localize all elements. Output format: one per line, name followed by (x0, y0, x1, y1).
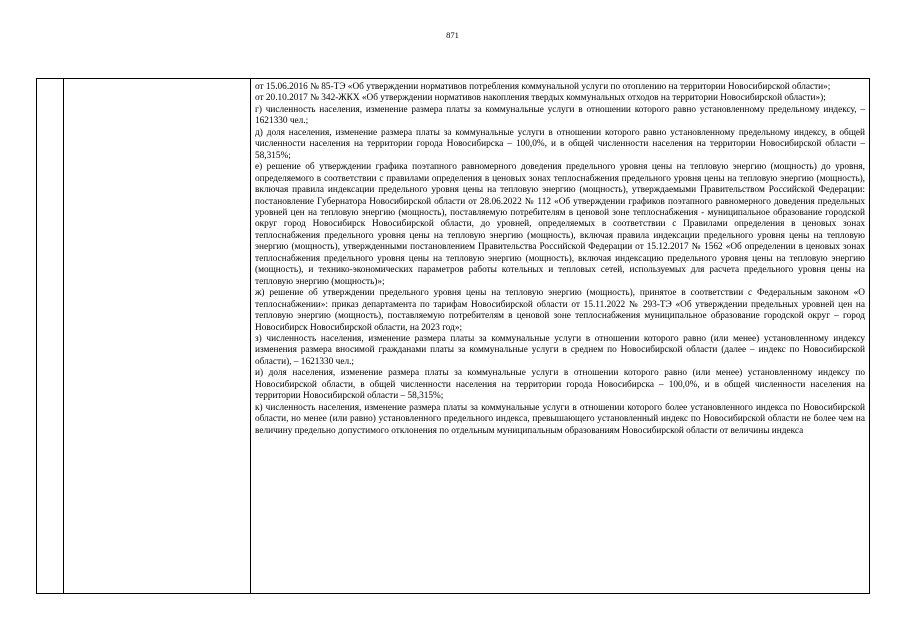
paragraph-g-population: г) численность населения, изменение размера платы за коммунальные услуги в отношении которого равно установленному предельному индексу, – 1621330 чел.; (255, 104, 865, 127)
page-number: 871 (446, 30, 459, 40)
paragraph-zh-price-level-decision: ж) решение об утверждении предельного уровня цены на тепловую энергию (мощность), принятое в соответствии с Федеральным законом «О теплоснабжении»: приказ департамента по тарифам Новосибирской области от 15.11.2022 № 293-ТЭ «Об утверждении предельных уровней цен на тепловую энергию (мощность), поставляемую потребителям в ценовой зоне теплоснабжения муниципальное образование городской округ – город Новосибирск Новосибирской области, на 2023 год»; (255, 288, 865, 333)
paragraph-d-share: д) доля населения, изменение размера платы за коммунальные услуги в отношении которого равно установленному предельному индексу, в общей численности населения на территории города Новосибирска – 100,0%, и в общей численности населения на территории Новосибирской области – 58,315%; (255, 127, 865, 161)
table-cell-text (251, 79, 869, 593)
paragraph-i-share: и) доля населения, изменение размера платы за коммунальные услуги в отношении которого равно (или менее) установленному индексу по Новосибирской области, в общей численности населения на территории города Новосибирска – 100,0%, и в общей численности населения на территории Новосибирской области – 58,315%; (255, 368, 865, 402)
paragraph-k-population: к) численность населения, изменение размера платы за коммунальные услуги в отношении которого более установленного индекса по Новосибирской области, но менее (или равно) установленного предельного индекса, превышающего установленный индекс по Новосибирской области не более чем на величину предельно допустимого отклонения по отдельным муниципальным образованиям Новосибирской области от величины индекса (255, 402, 865, 436)
paragraph-order-85-te: от 15.06.2016 № 85-ТЭ «Об утверждении нормативов потребления коммунальной услуги по отоплению на территории Новосибирской области»; (255, 82, 831, 92)
paragraph-z-population: з) численность населения, изменение размера платы за коммунальные услуги в отношении которого равно (или менее) установленному индексу изменения размера вносимой гражданами платы за коммунальные услуги в среднем по Новосибирской области (далее – индекс по Новосибирской области), – 1621330 чел.; (255, 333, 865, 367)
paragraph-e-schedule-decision: е) решение об утверждении графика поэтапного равномерного доведения предельного уровня цены на тепловую энергию (мощность) до уровня, определяемого в соответствии с правилами определения в ценовых зонах теплоснабжения предельного уровня цены на тепловую энергию (мощность), включая правила индексации предельного уровня цены на тепловую энергию (мощность), утверждаемыми Правительством Российской Федерации: постановление Губернатора Новосибирской области от 28.06.2022 № 112 «Об утверждении графиков поэтапного равномерного доведения предельных уровней цен на тепловую энергию (мощность), поставляемую потребителям в ценовой зоне теплоснабжения - муниципальное образование городской округ город Новосибирск Новосибирской области, до уровней, определяемых в соответствии с Правилами определения в ценовых зонах теплоснабжения предельного уровня цены на тепловую энергию (мощность), включая правила индексации предельного уровня цены на тепловую энергию (мощность), утвержденными постановлением Правительства Российской Федерации от 15.12.2017 № 1562 «Об определении в ценовых зонах теплоснабжения предельного уровня цены на тепловую энергию (мощность), включая индексацию предельного уровня цены на тепловую энергию (мощность), и технико-экономических параметров работы котельных и тепловых сетей, используемых для расчета предельного уровня цены на тепловую энергию (мощность)»; (255, 162, 865, 287)
table-cell-name (64, 79, 251, 593)
table-cell-number (37, 79, 64, 593)
document-table (36, 78, 870, 594)
paragraph-order-342-zhkh: от 20.10.2017 № 342-ЖКХ «Об утверждении нормативов накопления твердых коммунальных отходов на территории Новосибирской области»); (255, 93, 826, 104)
